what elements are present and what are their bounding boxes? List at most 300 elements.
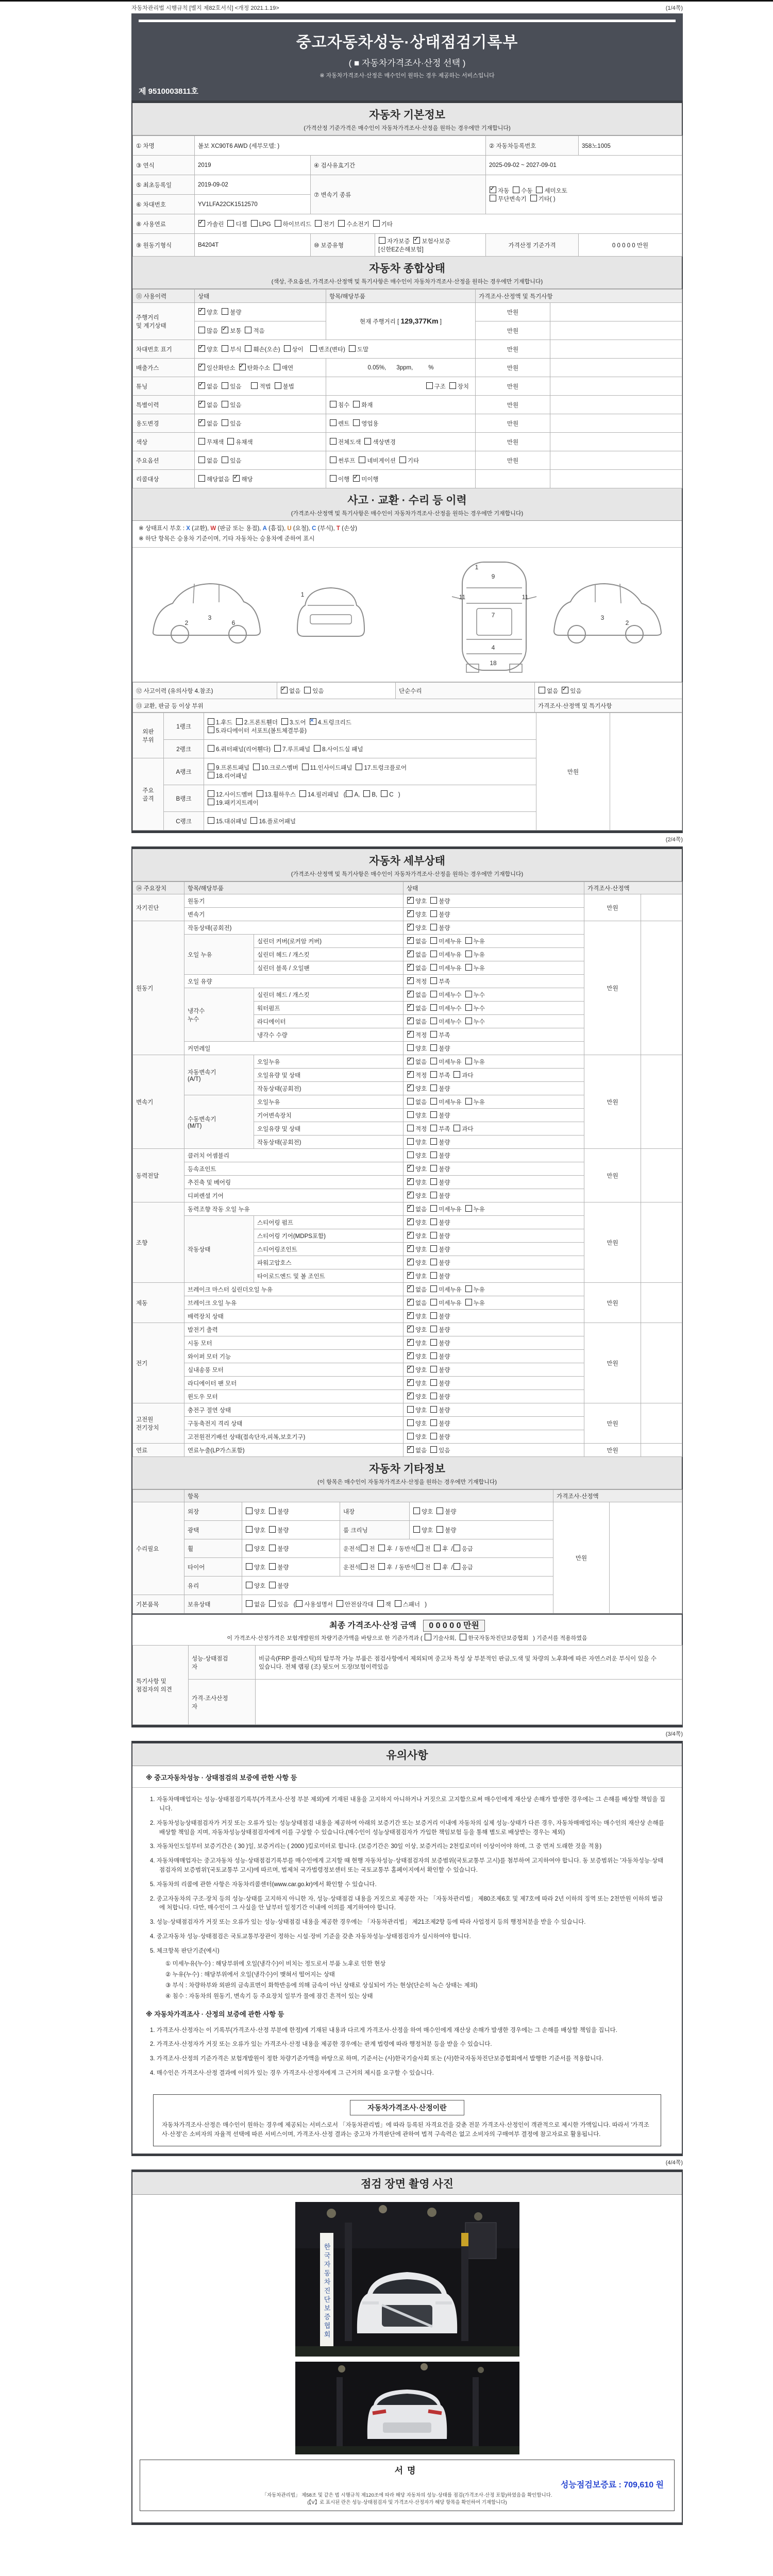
table-cell [133, 136, 195, 156]
checkbox[interactable] [430, 1138, 437, 1145]
checkbox[interactable] [208, 764, 214, 770]
checkbox[interactable] [430, 1393, 437, 1399]
checkbox[interactable] [430, 1071, 437, 1078]
checkbox[interactable] [274, 745, 281, 752]
checkbox[interactable] [407, 1031, 414, 1038]
checkbox[interactable] [251, 382, 258, 389]
checkbox[interactable] [434, 1563, 441, 1570]
checkbox[interactable] [453, 1125, 460, 1131]
checkbox[interactable] [407, 1018, 414, 1024]
checkbox[interactable] [198, 438, 205, 445]
checkbox[interactable] [399, 456, 406, 463]
checkbox[interactable] [407, 1125, 414, 1131]
table-cell [404, 1444, 584, 1457]
checkbox[interactable] [407, 1433, 414, 1439]
text: ⑪ 사용이력 [136, 293, 167, 300]
checkbox[interactable] [198, 401, 205, 408]
checkbox-label: 한국자동차진단보증협회 [468, 1635, 529, 1642]
checkbox[interactable] [239, 364, 246, 370]
checkbox-option [244, 345, 280, 353]
checkbox[interactable] [407, 1098, 414, 1105]
checkbox[interactable] [275, 220, 281, 227]
checkbox[interactable] [198, 419, 205, 426]
checkbox[interactable] [359, 456, 365, 463]
checkbox[interactable] [416, 1545, 423, 1551]
checkbox-option [407, 1339, 427, 1347]
text: 만원 [607, 1300, 618, 1307]
checkbox[interactable] [430, 1084, 437, 1091]
checkbox[interactable] [269, 1507, 276, 1514]
checkbox[interactable] [407, 964, 414, 971]
text: 만원 [507, 420, 519, 427]
checkbox[interactable] [453, 1071, 460, 1078]
checkbox[interactable] [407, 937, 414, 944]
checkbox[interactable] [373, 220, 380, 227]
checkbox[interactable] [233, 475, 240, 482]
checkbox[interactable] [407, 1205, 414, 1212]
checkbox[interactable] [407, 1339, 414, 1346]
checkbox[interactable] [208, 726, 214, 733]
checkbox[interactable] [407, 1393, 414, 1399]
checkbox[interactable] [198, 220, 205, 227]
text: 만원 [507, 457, 519, 464]
checkbox[interactable] [296, 1600, 303, 1607]
checkbox[interactable] [430, 1151, 437, 1158]
checkbox[interactable] [407, 1446, 414, 1453]
checkbox[interactable] [364, 438, 371, 445]
checkbox[interactable] [378, 1563, 385, 1570]
section-accident-title: 사고 · 교환 · 수리 등 이력 [347, 495, 467, 506]
table-cell [476, 303, 550, 321]
checkbox[interactable] [430, 1326, 437, 1332]
text: 실내송풍 모터 [188, 1367, 224, 1374]
checkbox[interactable] [208, 790, 214, 797]
checkbox-label: 누유 [473, 965, 485, 972]
checkbox-label: 있음 [230, 402, 242, 409]
table-cell [184, 1490, 553, 1502]
checkbox[interactable] [257, 790, 263, 797]
checkbox[interactable] [356, 764, 362, 770]
checkbox[interactable] [222, 327, 228, 333]
checkbox[interactable] [562, 687, 568, 693]
checkbox[interactable] [407, 1138, 414, 1145]
checkbox-option [245, 1545, 265, 1553]
checkbox[interactable] [246, 1563, 253, 1570]
checkbox[interactable] [198, 382, 205, 389]
section-photos-header [132, 2172, 682, 2195]
checkbox[interactable] [465, 964, 472, 971]
checkbox[interactable] [407, 1272, 414, 1279]
checkbox[interactable] [346, 790, 352, 797]
checkbox[interactable] [449, 382, 456, 389]
checkbox[interactable] [407, 951, 414, 957]
checkbox[interactable] [269, 1545, 276, 1551]
notice-line: 4. 자동차매매업자는 중고자동차 성능·상태점검기록부를 매수인에게 고지할 때 현행 자동차성능·상태점검자의 보증범위(국토교통부 고시)를 첨부하여 고지하여야 합니다. 동 보증범위는 '자동차성능·상태점검자의 보증범위'(국토교통부 고시)에 따르며, 법제처 국가법령정보센터 또는 국토교통부 홈페이지에서 확인할 수 있습니다. [150, 1858, 664, 1873]
checkbox[interactable] [281, 718, 288, 725]
checkbox[interactable] [269, 1582, 276, 1588]
checkbox[interactable] [407, 1326, 414, 1332]
checkbox[interactable] [430, 1098, 437, 1105]
text: 점검자의 의견 [136, 1686, 172, 1693]
checkbox[interactable] [407, 1245, 414, 1252]
checkbox[interactable] [430, 1433, 437, 1439]
checkbox-option [244, 327, 264, 335]
checkbox[interactable] [407, 991, 414, 997]
checkbox[interactable] [465, 951, 472, 957]
diagram-panel-number: 1 [475, 564, 479, 571]
checkbox[interactable] [330, 456, 337, 463]
table-cell [579, 234, 682, 257]
checkbox[interactable] [465, 1285, 472, 1292]
table-cell [641, 1323, 682, 1403]
checkbox-option [465, 1098, 485, 1106]
checkbox[interactable] [281, 687, 288, 693]
checkbox[interactable] [465, 937, 472, 944]
checkbox[interactable] [453, 1563, 460, 1570]
checkbox[interactable] [407, 910, 414, 917]
checkbox[interactable] [222, 345, 228, 352]
checkbox[interactable] [330, 419, 337, 426]
checkbox-label: 이행 [338, 476, 350, 483]
checkbox-option [426, 382, 446, 391]
checkbox[interactable] [407, 1259, 414, 1265]
table-cell [254, 1015, 404, 1028]
checkbox[interactable] [430, 1218, 437, 1225]
checkbox[interactable] [304, 687, 311, 693]
checkbox[interactable] [430, 1111, 437, 1118]
checkbox[interactable] [430, 897, 437, 904]
checkbox[interactable] [198, 308, 205, 315]
checkbox[interactable] [413, 1507, 420, 1514]
table-cell [184, 1149, 404, 1162]
checkbox[interactable] [430, 1285, 437, 1292]
checkbox[interactable] [430, 1272, 437, 1279]
checkbox[interactable] [465, 1299, 472, 1306]
table-cell [404, 1028, 584, 1042]
checkbox-option [407, 1218, 427, 1227]
checkbox[interactable] [430, 1165, 437, 1172]
checkbox[interactable] [430, 1366, 437, 1372]
checkbox[interactable] [274, 364, 280, 370]
checkbox[interactable] [245, 345, 251, 352]
checkbox[interactable] [407, 1111, 414, 1118]
checkbox[interactable] [349, 345, 356, 352]
checkbox[interactable] [430, 1031, 437, 1038]
checkbox[interactable] [208, 745, 214, 752]
checkbox-option [198, 401, 218, 409]
checkbox[interactable] [430, 1352, 437, 1359]
table-cell [133, 1283, 184, 1323]
checkbox[interactable] [222, 382, 228, 389]
checkbox-option [407, 1299, 427, 1307]
checkbox[interactable] [379, 237, 385, 244]
checkbox[interactable] [426, 382, 433, 389]
checkbox[interactable] [430, 1058, 437, 1064]
checkbox-label: 불량 [439, 911, 450, 918]
checkbox[interactable] [430, 1232, 437, 1239]
text: 라디에이터 팬 모터 [188, 1380, 237, 1387]
checkbox[interactable] [430, 1004, 437, 1011]
checkbox[interactable] [330, 438, 337, 445]
checkbox[interactable] [430, 1259, 437, 1265]
checkbox[interactable] [413, 237, 420, 244]
checkbox[interactable] [315, 220, 322, 227]
checkbox[interactable] [407, 1058, 414, 1064]
checkbox[interactable] [407, 897, 414, 904]
checkbox[interactable] [208, 817, 214, 824]
checkbox[interactable] [299, 790, 306, 797]
table-cell [550, 303, 682, 321]
checkbox[interactable] [198, 327, 205, 333]
document-column [131, 3, 683, 2525]
checkbox[interactable] [407, 977, 414, 984]
checkbox-option [313, 745, 363, 753]
checkbox[interactable] [407, 1406, 414, 1413]
checkbox[interactable] [465, 1098, 472, 1105]
checkbox-label: 14.필러패널 [307, 791, 339, 798]
checkbox[interactable] [407, 1151, 414, 1158]
table-cell [133, 713, 164, 758]
checkbox[interactable] [430, 1339, 437, 1346]
checkbox-label: 불량 [445, 1527, 457, 1534]
checkbox[interactable] [430, 1446, 437, 1453]
checkbox[interactable] [430, 964, 437, 971]
special-notes-table [132, 1645, 682, 1725]
checkbox[interactable] [310, 718, 316, 725]
checkbox[interactable] [363, 790, 370, 797]
checkbox-option [221, 419, 241, 428]
checkbox-option [207, 745, 271, 753]
section-detail-header [132, 849, 682, 882]
checkbox[interactable] [407, 1379, 414, 1386]
checkbox-label: 없음 [415, 938, 427, 945]
checkbox[interactable] [222, 456, 228, 463]
checkbox-label: 11.인사이드패널 [310, 765, 352, 771]
checkbox[interactable] [430, 977, 437, 984]
checkbox[interactable] [436, 1526, 443, 1533]
text: 차대번호 표기 [136, 346, 172, 353]
checkbox[interactable] [513, 187, 519, 193]
checkbox[interactable] [284, 345, 291, 352]
checkbox[interactable] [269, 1600, 276, 1607]
checkbox[interactable] [465, 991, 472, 997]
checkbox[interactable] [436, 1507, 443, 1514]
table-row [133, 1444, 682, 1457]
checkbox-label: 수동 [521, 188, 533, 194]
checkbox-label: 부족 [439, 1126, 450, 1132]
checkbox[interactable] [407, 1419, 414, 1426]
checkbox-label: 없음 [207, 457, 219, 464]
checkbox[interactable] [465, 1004, 472, 1011]
checkbox[interactable] [465, 1205, 472, 1212]
price-survey-definition-box [153, 2094, 661, 2146]
checkbox[interactable] [381, 790, 388, 797]
checkbox[interactable] [490, 187, 496, 193]
checkbox[interactable] [353, 401, 360, 408]
checkbox[interactable] [330, 401, 337, 408]
checkbox[interactable] [198, 475, 205, 482]
checkbox[interactable] [453, 1545, 460, 1551]
checkbox[interactable] [378, 1545, 385, 1551]
table-cell [184, 1055, 254, 1095]
text: 브레이크 마스터 실린더오일 누유 [188, 1286, 273, 1293]
table-row [133, 1646, 682, 1680]
checkbox[interactable] [430, 1192, 437, 1198]
checkbox[interactable] [425, 1634, 431, 1640]
checkbox-label: 없음 [415, 1447, 427, 1454]
checkbox[interactable] [198, 345, 205, 352]
checkbox[interactable] [302, 764, 309, 770]
checkbox[interactable] [246, 1526, 253, 1533]
text: 스티어링조인트 [257, 1246, 297, 1253]
checkbox[interactable] [430, 924, 437, 930]
checkbox[interactable] [465, 1058, 472, 1064]
checkbox[interactable] [353, 419, 360, 426]
checkbox[interactable] [269, 1563, 276, 1570]
checkbox-label: 양호 [415, 1112, 427, 1119]
signature-box [140, 2460, 675, 2512]
table-cell [254, 948, 404, 961]
table-cell [476, 290, 682, 303]
signature-title: 서명 [394, 2465, 420, 2476]
checkbox[interactable] [490, 195, 496, 201]
checkbox[interactable] [413, 1526, 420, 1533]
checkbox[interactable] [337, 1600, 343, 1607]
checkbox[interactable] [253, 764, 260, 770]
checkbox[interactable] [430, 1299, 437, 1306]
checkbox-label: 불량 [277, 1546, 289, 1552]
text: 색상 [136, 439, 148, 446]
checkbox[interactable] [407, 1232, 414, 1239]
checkbox[interactable] [430, 1406, 437, 1413]
checkbox[interactable] [245, 327, 251, 333]
checkbox[interactable] [361, 1563, 367, 1570]
checkbox[interactable] [430, 1125, 437, 1131]
checkbox[interactable] [407, 1044, 414, 1051]
checkbox[interactable] [407, 1084, 414, 1091]
checkbox-label: 하이브리드 [282, 221, 312, 228]
checkbox[interactable] [198, 364, 205, 370]
checkbox[interactable] [407, 1218, 414, 1225]
checkbox-label: 훼손(오손) [253, 346, 280, 353]
table-cell [133, 699, 535, 713]
text: 주행거리 [136, 314, 159, 321]
checkbox[interactable] [246, 1545, 253, 1551]
checkbox[interactable] [430, 937, 437, 944]
rank-table [132, 713, 682, 831]
checkbox[interactable] [222, 419, 228, 426]
checkbox[interactable] [407, 924, 414, 930]
section-other-title: 자동차 기타정보 [369, 1463, 445, 1476]
checkbox[interactable] [539, 687, 545, 693]
checkbox[interactable] [430, 951, 437, 957]
checkbox[interactable] [430, 1379, 437, 1386]
checkbox[interactable] [465, 1018, 472, 1024]
checkbox-option [280, 687, 300, 695]
checkbox[interactable] [407, 1366, 414, 1372]
checkbox-label: 양호 [207, 346, 219, 353]
checkbox[interactable] [430, 1178, 437, 1185]
checkbox[interactable] [407, 1178, 414, 1185]
checkbox[interactable] [460, 1634, 466, 1640]
checkbox[interactable] [246, 1507, 253, 1514]
checkbox[interactable] [361, 1545, 367, 1551]
checkbox[interactable] [275, 382, 281, 389]
checkbox[interactable] [208, 799, 214, 805]
checkbox[interactable] [246, 1600, 253, 1607]
checkbox[interactable] [198, 456, 205, 463]
checkbox[interactable] [407, 1165, 414, 1172]
checkbox[interactable] [227, 438, 234, 445]
table-row [133, 1149, 682, 1162]
notice-line: 4. 중고자동차 성능·상태점검은 국토교통부장관이 정하는 시설·장비 기준을 갖춘 자동차성능·상태점검자가 실시하여야 합니다. [150, 1934, 471, 1940]
checkbox[interactable] [269, 1526, 276, 1533]
checkbox[interactable] [310, 345, 317, 352]
checkbox[interactable] [222, 401, 228, 408]
checkbox[interactable] [430, 1312, 437, 1319]
text: 비금속(FRP 플라스틱)의 탈부착 가능 부품은 점검사항에서 제외되며 중고차 특성 상 부분적인 판금,도색 및 차량의 노후화에 따른 자연스러운 부식이 있을 수 있습니다. 전체 랩핑 (조) 뒷도어 도장/보험이력있음 [259, 1655, 657, 1670]
checkbox[interactable] [314, 745, 321, 752]
checkbox[interactable] [338, 220, 345, 227]
checkbox-label: 일산화탄소 [207, 365, 236, 371]
checkbox-option [378, 237, 410, 245]
checkbox[interactable] [430, 991, 437, 997]
checkbox[interactable] [208, 718, 214, 725]
checkbox[interactable] [251, 220, 258, 227]
checkbox-label: 누유 [473, 1286, 485, 1293]
checkbox-option [198, 419, 218, 428]
checkbox[interactable] [430, 910, 437, 917]
checkbox-label: 미세누수 [439, 1019, 462, 1025]
checkbox[interactable] [227, 220, 234, 227]
checkbox[interactable] [416, 1563, 423, 1570]
checkbox[interactable] [236, 718, 243, 725]
checkbox[interactable] [536, 187, 543, 193]
checkbox[interactable] [330, 475, 337, 482]
checkbox[interactable] [246, 1582, 253, 1588]
checkbox[interactable] [407, 1071, 414, 1078]
table-cell [254, 1028, 404, 1042]
checkbox[interactable] [430, 1419, 437, 1426]
checkbox[interactable] [434, 1545, 441, 1551]
checkbox[interactable] [407, 1285, 414, 1292]
notice-line: 3. 가격조사·산정의 기준가격은 보험개발원이 정한 차량기준가액을 바탕으로 하며, 기준서는 (사)한국기술사회 또는 (사)한국자동차진단보증협회에서 발행한 기준서를 적용합니다. [150, 2056, 603, 2062]
checkbox[interactable] [222, 308, 228, 315]
checkbox[interactable] [430, 1205, 437, 1212]
checkbox[interactable] [377, 1600, 384, 1607]
text: 만원 [507, 383, 519, 390]
checkbox[interactable] [530, 195, 537, 201]
checkbox[interactable] [430, 1044, 437, 1051]
checkbox[interactable] [208, 772, 214, 778]
checkbox[interactable] [250, 817, 257, 824]
table-row [133, 683, 682, 699]
checkbox[interactable] [430, 1245, 437, 1252]
checkbox[interactable] [430, 1018, 437, 1024]
checkbox[interactable] [407, 1299, 414, 1306]
text: 만원 [607, 1240, 618, 1246]
final-price-label: 최종 가격조사·산정 금액 [329, 1621, 416, 1631]
checkbox[interactable] [353, 475, 360, 482]
checkbox[interactable] [407, 1352, 414, 1359]
table-cell [584, 921, 641, 1055]
checkbox-option [413, 1507, 433, 1516]
checkbox[interactable] [395, 1600, 401, 1607]
checkbox-option [430, 1125, 450, 1133]
checkbox[interactable] [407, 1312, 414, 1319]
checkbox[interactable] [407, 1004, 414, 1011]
checkbox[interactable] [407, 1192, 414, 1198]
